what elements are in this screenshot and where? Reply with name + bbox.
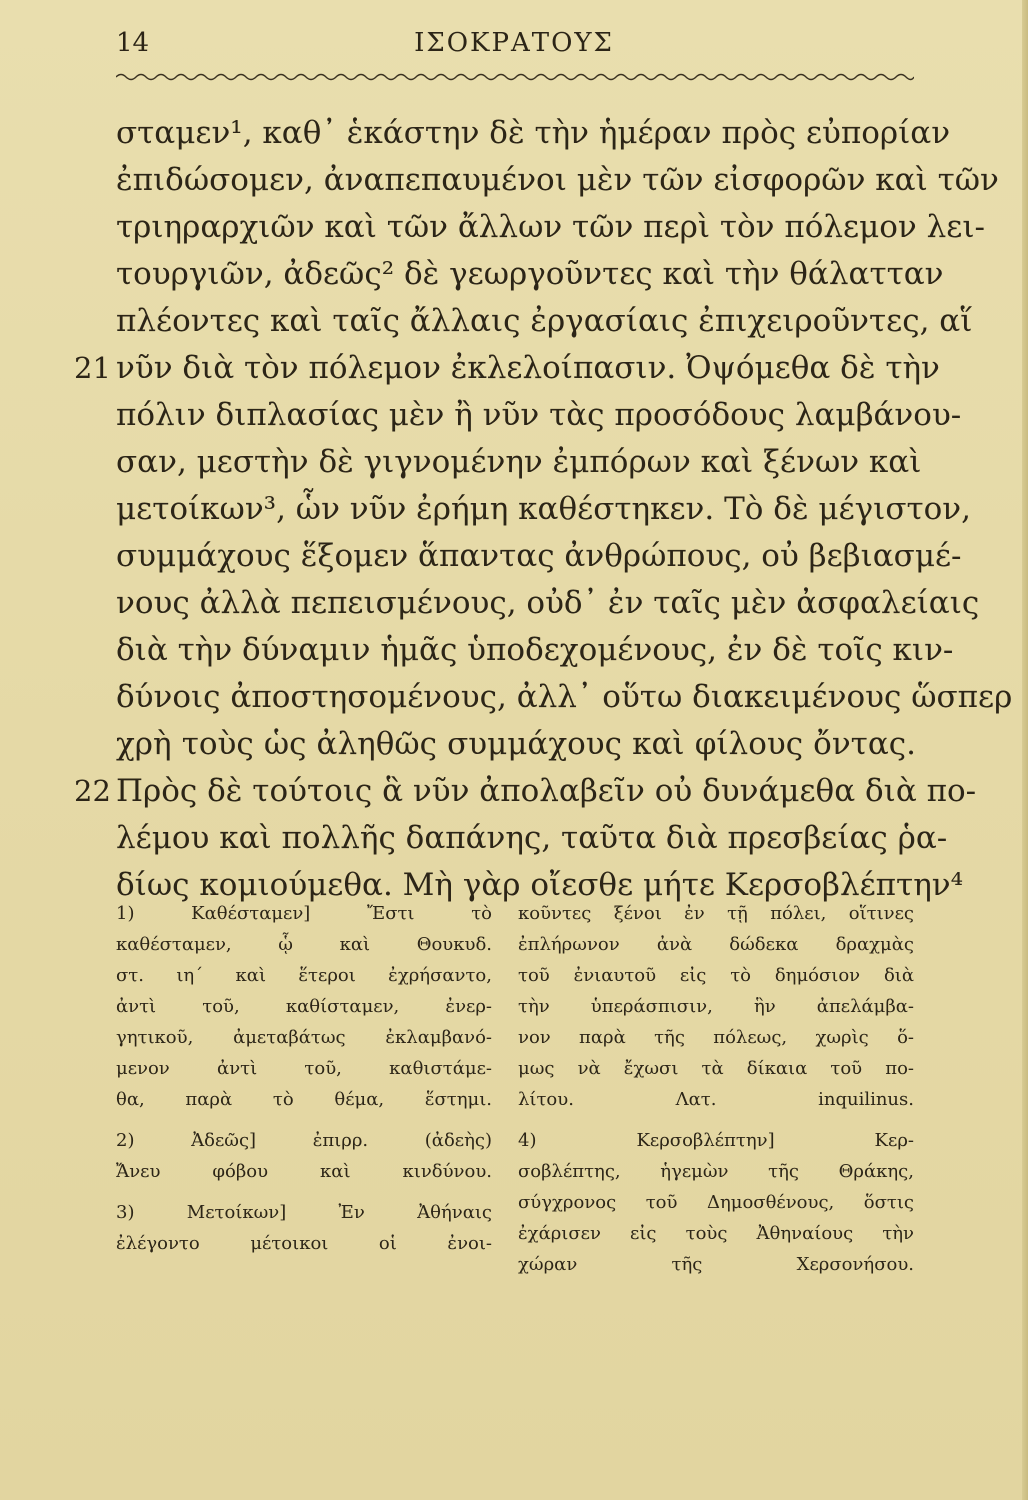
footnote-line: νον παρὰ τῆς πόλεως, χωρὶς ὅ- [518,1027,914,1048]
footnote-line: 2) Ἀδεῶς] ἐπιρρ. (ἀδεὴς) [116,1130,492,1151]
page-edge [1022,0,1028,1500]
footnote-line: λίτου. Λατ. inquilinus. [518,1089,914,1110]
footnotes-left-column [116,898,492,1259]
footnote-line: σοβλέπτης, ἡγεμὼν τῆς Θράκης, [518,1161,914,1182]
footnotes-right-column [518,898,914,1280]
text-line-content: δίως κομιούμεθα. Μὴ γὰρ οἴεσθε μήτε Κερσοβλέπτην⁴ [116,867,964,903]
footnote-line: στ. ιη´ καὶ ἕτεροι ἐχρήσαντο, [116,965,492,986]
decorative-wavy-rule [116,72,914,82]
text-line [116,674,1013,721]
footnote-line: 3) Μετοίκων] Ἐν Ἀθήναις [116,1202,492,1223]
footnote-line: μενον ἀντὶ τοῦ, καθιστάμε- [116,1058,492,1079]
text-line-content: πλέοντες καὶ ταῖς ἄλλαις ἐργασίαις ἐπιχειροῦντες, αἵ [116,303,973,339]
text-line-content: συμμάχους ἕξομεν ἅπαντας ἀνθρώπους, οὐ βεβιασμέ- [116,538,962,574]
footnote-line: ἐλέγοντο μέτοικοι οἱ ἐνοι- [116,1233,492,1254]
text-line-content: νῦν διὰ τὸν πόλεμον ἐκλελοίπασιν. Ὀψόμεθα δὲ τὴν [116,350,940,386]
footnote-line: γητικοῦ, ἀμεταβάτως ἐκλαμβανό- [116,1027,492,1048]
footnote-line: ἀντὶ τοῦ, καθίσταμεν, ἐνερ- [116,996,492,1017]
text-line [116,533,962,580]
footnote-gap [116,1187,492,1197]
footnote-line: χώραν τῆς Χερσονήσου. [518,1254,914,1275]
text-line [116,627,954,674]
main-text [74,110,1013,909]
footnote-line: μως νὰ ἔχωσι τὰ δίκαια τοῦ πο- [518,1058,914,1079]
text-line [116,721,916,768]
section-number: 22 [74,774,111,808]
text-line-content: δύνοις ἀποστησομένους, ἀλλ᾽ οὕτω διακειμένους ὥσπερ [116,679,1013,715]
text-line-content: ἐπιδώσομεν, ἀναπεπαυμένοι μὲν τῶν εἰσφορῶν καὶ τῶν [116,162,999,198]
text-line-content: σταμεν¹, καθ᾽ ἑκάστην δὲ τὴν ἡμέραν πρὸς εὐπορίαν [116,115,951,151]
footnote-line: θα, παρὰ τὸ θέμα, ἕστημι. [116,1089,492,1110]
footnote-line: Ἄνευ φόβου καὶ κινδύνου. [116,1161,492,1182]
footnote-line: ἐπλήρωνον ἀνὰ δώδεκα δραχμὰς [518,934,914,955]
text-line [116,392,962,439]
footnote-line: τοῦ ἐνιαυτοῦ εἰς τὸ δημόσιον διὰ [518,965,914,986]
text-line [74,345,940,392]
text-line-content: πόλιν διπλασίας μὲν ἢ νῦν τὰς προσόδους λαμβάνου- [116,397,962,433]
text-line-content: τουργιῶν, ἀδεῶς² δὲ γεωργοῦντες καὶ τὴν θάλατταν [116,256,944,292]
footnote-gap [116,1115,492,1125]
text-line [116,298,973,345]
footnote-line: καθέσταμεν, ᾧ καὶ Θουκυδ. [116,934,492,955]
text-line [116,580,980,627]
text-line-content: σαν, μεστὴν δὲ γιγνομένην ἐμπόρων καὶ ξένων καὶ [116,444,922,480]
text-line [116,251,944,298]
text-line [116,815,948,862]
text-line [116,204,985,251]
footnote-line: σύγχρονος τοῦ Δημοσθένους, ὅστις [518,1192,914,1213]
text-line-content: νους ἀλλὰ πεπεισμένους, οὐδ᾽ ἐν ταῖς μὲν ἀσφαλείαις [116,585,980,621]
section-number: 21 [74,351,111,385]
footnote-gap [518,1115,914,1125]
footnote-line: 1) Καθέσταμεν] Ἔστι τὸ [116,903,492,924]
text-line-content: τριηραρχιῶν καὶ τῶν ἄλλων τῶν περὶ τὸν πόλεμον λει- [116,209,985,245]
text-line [116,110,951,157]
running-title: ΙΣΟΚΡΑΤΟΥΣ [414,28,614,58]
footnote-line: τὴν ὑπεράσπισιν, ἣν ἀπελάμβα- [518,996,914,1017]
text-line-content: διὰ τὴν δύναμιν ἡμᾶς ὑποδεχομένους, ἐν δὲ τοῖς κιν- [116,632,954,668]
page-header [0,28,1028,68]
footnote-line: ἐχάρισεν εἰς τοὺς Ἀθηναίους τὴν [518,1223,914,1244]
footnote-line: 4) Κερσοβλέπτην] Κερ- [518,1130,914,1151]
text-line [116,157,999,204]
text-line [74,768,977,815]
text-line [116,486,971,533]
text-line-content: μετοίκων³, ὧν νῦν ἐρήμη καθέστηκεν. Τὸ δὲ μέγιστον, [116,491,971,527]
text-line [116,439,922,486]
footnote-line: κοῦντες ξένοι ἐν τῇ πόλει, οἵτινες [518,903,914,924]
text-line-content: Πρὸς δὲ τούτοις ἃ νῦν ἀπολαβεῖν οὐ δυνάμεθα διὰ πο- [116,773,977,809]
text-line-content: χρὴ τοὺς ὡς ἀληθῶς συμμάχους καὶ φίλους ὄντας. [116,726,916,762]
page-number: 14 [116,28,150,58]
text-line-content: λέμου καὶ πολλῆς δαπάνης, ταῦτα διὰ πρεσβείας ῥα- [116,820,948,856]
